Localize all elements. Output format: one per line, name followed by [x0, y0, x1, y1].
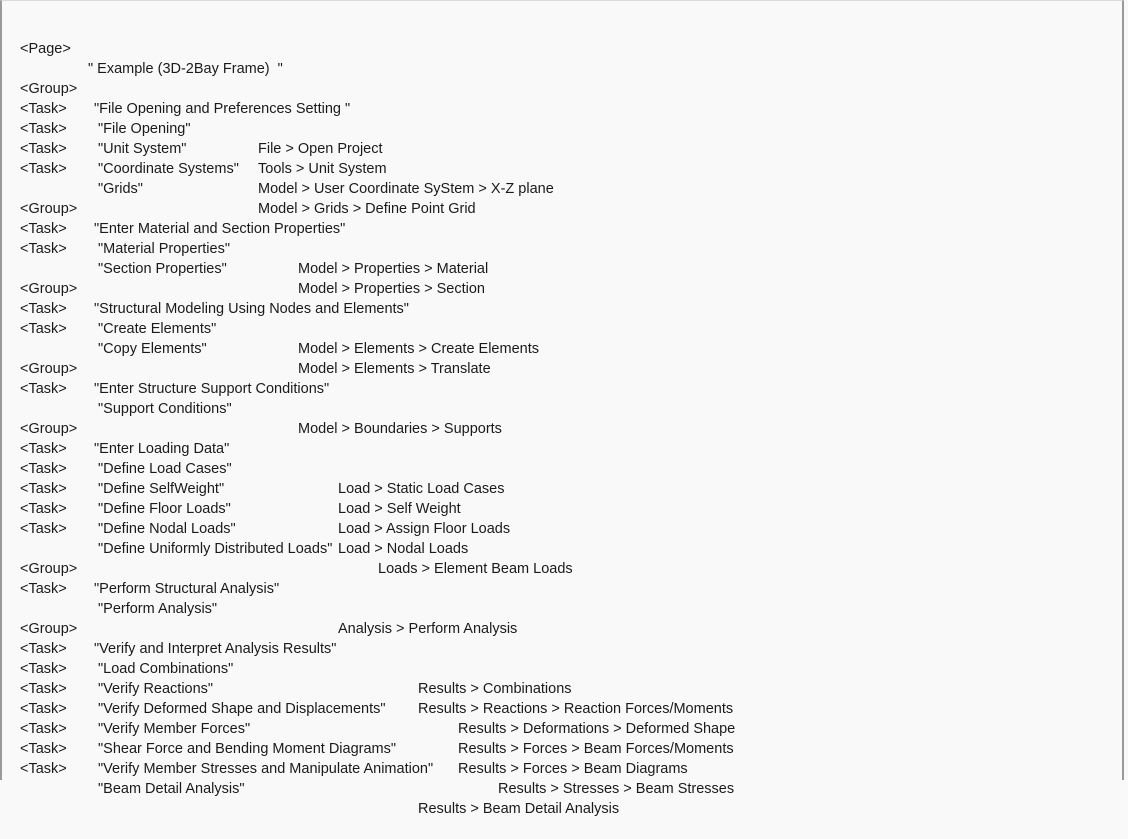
- page-title: " Example (3D-2Bay Frame) ": [88, 61, 283, 77]
- task-name: "Copy Elements": [98, 341, 207, 357]
- task-tag: <Task>: [20, 301, 67, 317]
- task-name: "Coordinate Systems": [98, 161, 239, 177]
- group-title: "Enter Material and Section Properties": [94, 221, 346, 237]
- group-tag: <Group>: [20, 361, 78, 377]
- task-menu-path: Results > Combinations: [418, 681, 572, 697]
- task-tag: <Task>: [20, 521, 67, 537]
- task-tag: <Task>: [20, 141, 67, 157]
- task-tag: <Task>: [20, 481, 67, 497]
- task-name: "Grids": [98, 181, 143, 197]
- task-tag: <Task>: [20, 741, 67, 757]
- task-name: "Verify Reactions": [98, 681, 214, 697]
- task-menu-path: Model > Elements > Create Elements: [298, 341, 539, 357]
- task-tag: <Task>: [20, 701, 67, 717]
- page-tag: <Page>: [20, 41, 71, 57]
- group-title: "File Opening and Preferences Setting ": [94, 101, 351, 117]
- task-tag: <Task>: [20, 101, 67, 117]
- task-tag: <Task>: [20, 461, 67, 477]
- task-name: "Load Combinations": [98, 661, 234, 677]
- task-tag: <Task>: [20, 721, 67, 737]
- task-menu-path: Loads > Element Beam Loads: [378, 561, 573, 577]
- task-name: "Verify Member Forces": [98, 721, 251, 737]
- task-menu-path: Model > Elements > Translate: [298, 361, 491, 377]
- task-name: "Define Nodal Loads": [98, 521, 236, 537]
- group-title: "Structural Modeling Using Nodes and Elements": [94, 301, 409, 317]
- task-menu-path: Results > Beam Detail Analysis: [418, 801, 620, 817]
- task-menu-path: Results > Reactions > Reaction Forces/Moments: [418, 701, 734, 717]
- task-menu-path: Model > User Coordinate SyStem > X-Z plane: [258, 181, 554, 197]
- task-menu-path: Results > Forces > Beam Forces/Moments: [458, 741, 734, 757]
- task-tag: <Task>: [20, 121, 67, 137]
- task-menu-path: File > Open Project: [258, 141, 383, 157]
- group-title: "Enter Loading Data": [94, 441, 230, 457]
- task-tag: <Task>: [20, 381, 67, 397]
- group-tag: <Group>: [20, 281, 78, 297]
- task-menu-path: Results > Forces > Beam Diagrams: [458, 761, 688, 777]
- task-menu-path: Analysis > Perform Analysis: [338, 621, 518, 637]
- task-tag: <Task>: [20, 641, 67, 657]
- task-menu-path: Results > Stresses > Beam Stresses: [498, 781, 735, 797]
- task-name: "Create Elements": [98, 321, 217, 337]
- task-menu-path: Load > Static Load Cases: [338, 481, 505, 497]
- group-title: "Perform Structural Analysis": [94, 581, 280, 597]
- group-tag: <Group>: [20, 561, 78, 577]
- task-tag: <Task>: [20, 241, 67, 257]
- page-header: [20, 19, 283, 77]
- task-name: "File Opening": [98, 121, 191, 137]
- group-title: "Verify and Interpret Analysis Results": [94, 641, 337, 657]
- task-tag: <Task>: [20, 161, 67, 177]
- task-name: "Define Load Cases": [98, 461, 232, 477]
- task-name: "Unit System": [98, 141, 187, 157]
- group-tag: <Group>: [20, 421, 78, 437]
- task-name: "Perform Analysis": [98, 601, 218, 617]
- task-name: "Shear Force and Bending Moment Diagrams": [98, 741, 397, 757]
- task-name: "Verify Deformed Shape and Displacements": [98, 701, 386, 717]
- task-menu-path: Model > Grids > Define Point Grid: [258, 201, 476, 217]
- task-tag: <Task>: [20, 221, 67, 237]
- task-tag: <Task>: [20, 441, 67, 457]
- group-title: "Enter Structure Support Conditions": [94, 381, 330, 397]
- task-tag: <Task>: [20, 581, 67, 597]
- task-menu-path: Results > Deformations > Deformed Shape: [458, 721, 736, 737]
- task-menu-path: Load > Nodal Loads: [338, 541, 469, 557]
- task-menu-path: Model > Properties > Section: [298, 281, 485, 297]
- task-tag: <Task>: [20, 761, 67, 777]
- task-menu-path: Load > Assign Floor Loads: [338, 521, 511, 537]
- task-tag: <Task>: [20, 501, 67, 517]
- task-menu-path: Tools > Unit System: [258, 161, 387, 177]
- task-name: "Material Properties": [98, 241, 230, 257]
- task-name: "Define Uniformly Distributed Loads": [98, 541, 333, 557]
- task-tag: <Task>: [20, 661, 67, 677]
- task-tag: <Task>: [20, 321, 67, 337]
- task-name: "Define Floor Loads": [98, 501, 231, 517]
- task-name: "Support Conditions": [98, 401, 232, 417]
- task-menu-path: Model > Properties > Material: [298, 261, 489, 277]
- task-menu-path: Model > Boundaries > Supports: [298, 421, 502, 437]
- task-name: "Verify Member Stresses and Manipulate Animation": [98, 761, 434, 777]
- group-tag: <Group>: [20, 621, 78, 637]
- task-name: "Section Properties": [98, 261, 227, 277]
- group-tag: <Group>: [20, 201, 78, 217]
- task-tag: <Task>: [20, 681, 67, 697]
- task-name: "Beam Detail Analysis": [98, 781, 245, 797]
- task-name: "Define SelfWeight": [98, 481, 225, 497]
- task-menu-path: Load > Self Weight: [338, 501, 461, 517]
- group-tag: <Group>: [20, 81, 78, 97]
